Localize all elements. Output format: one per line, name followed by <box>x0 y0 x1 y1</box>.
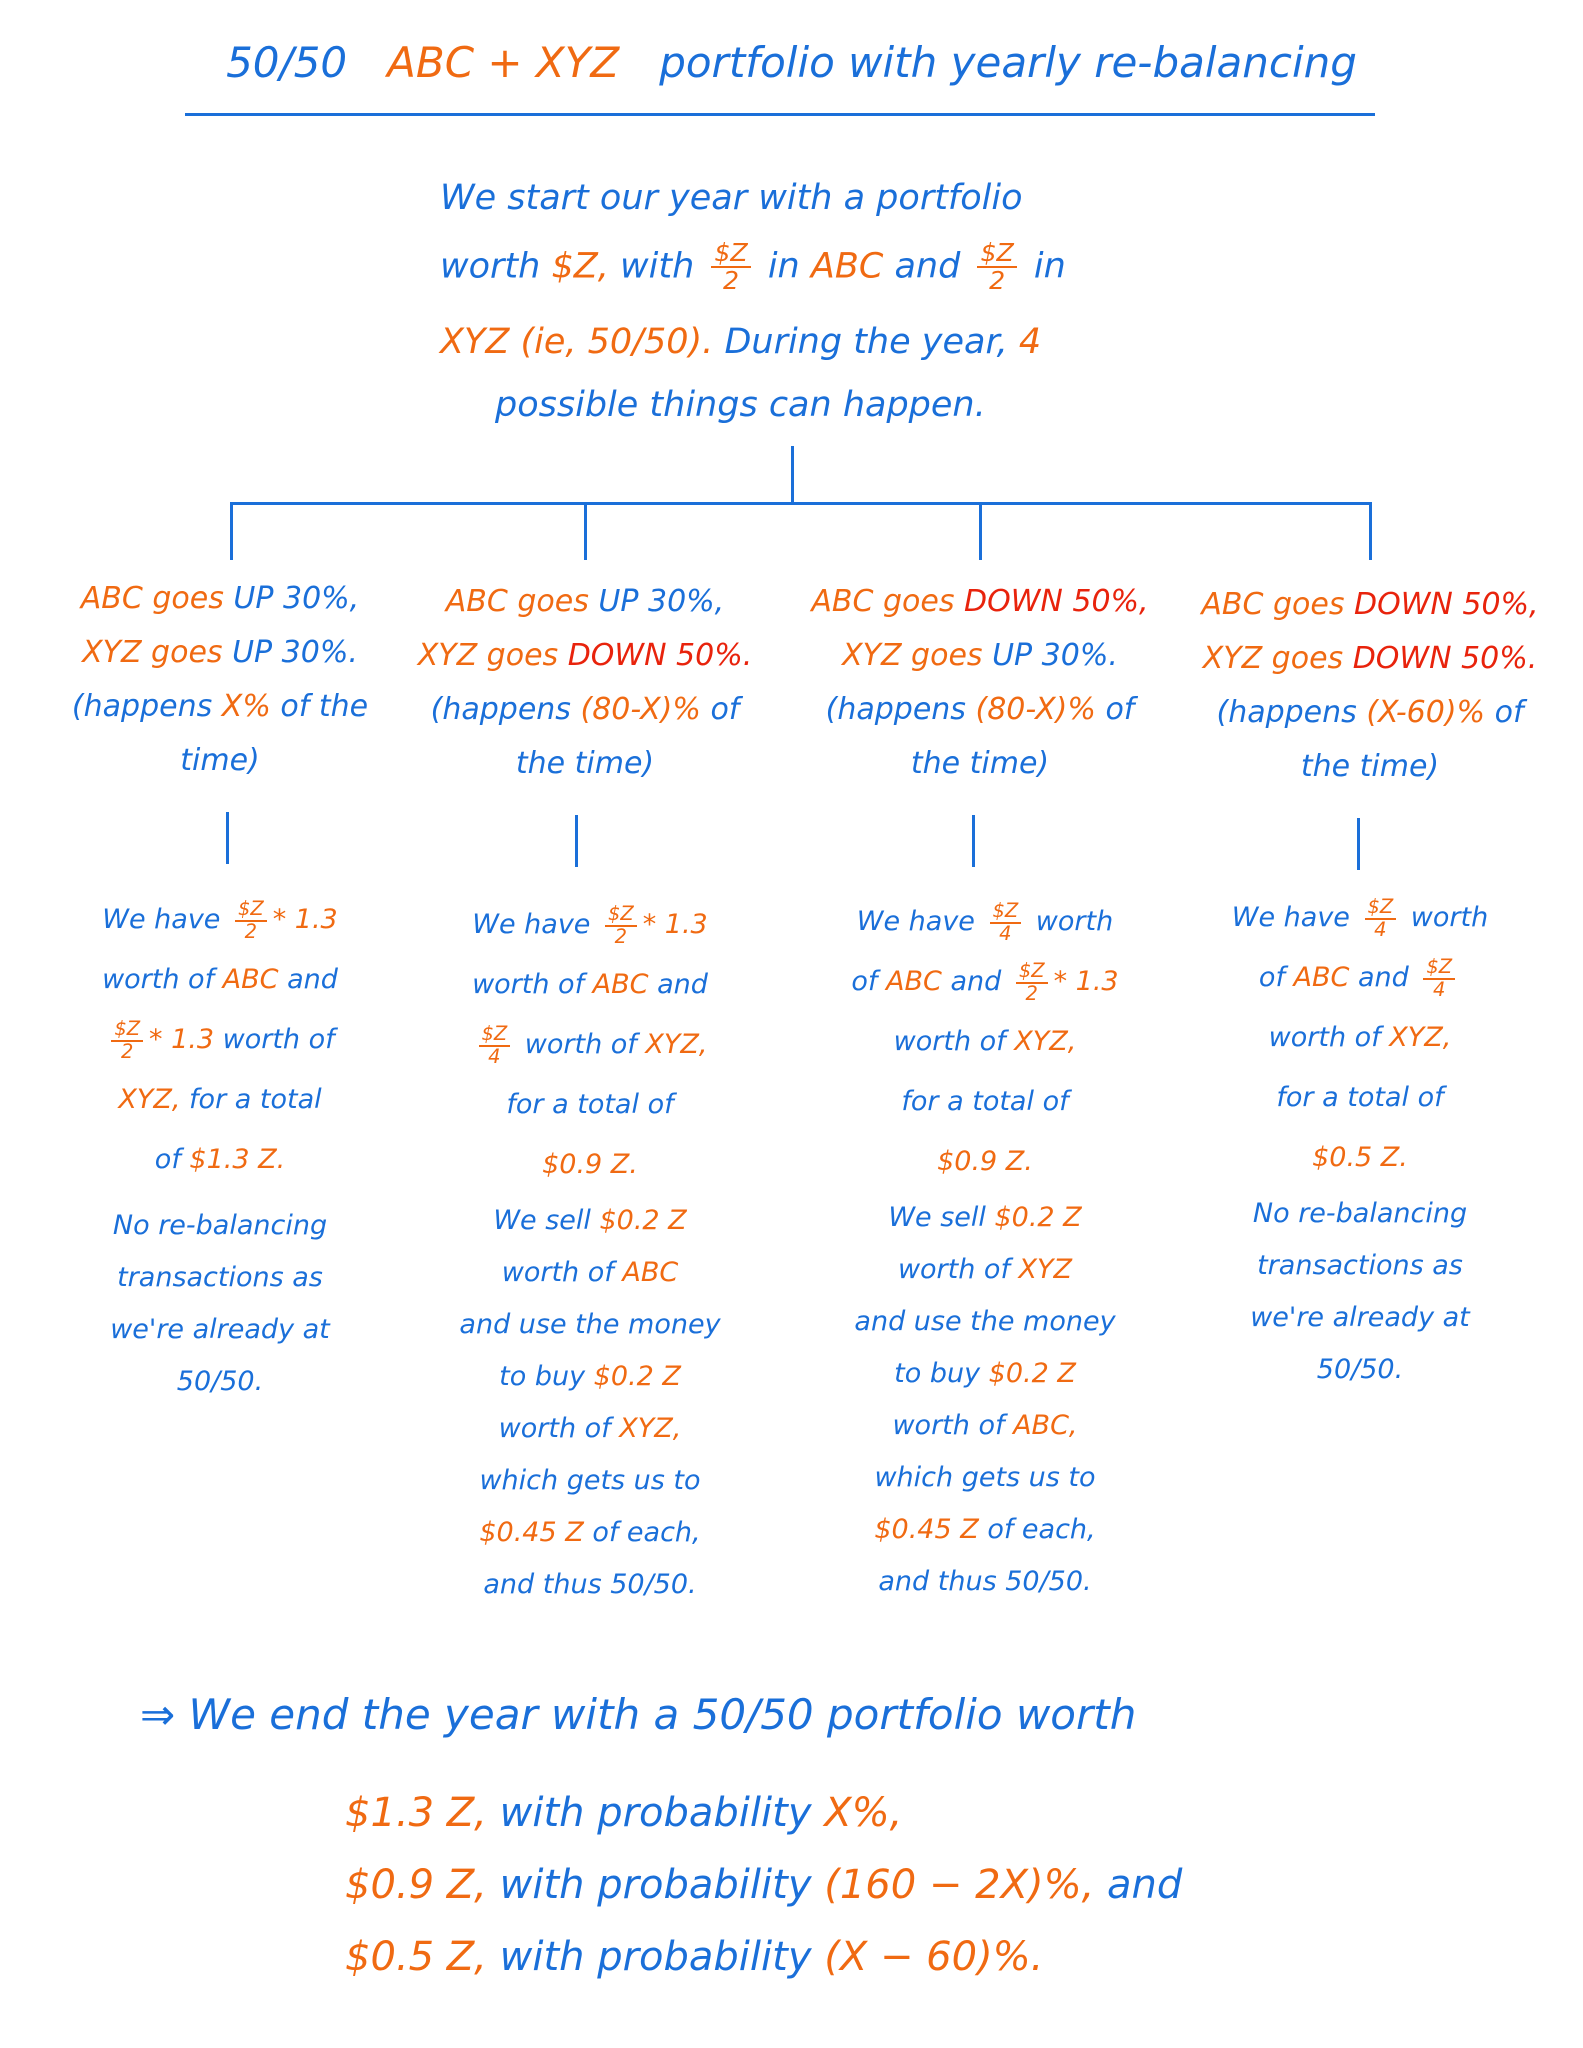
intro-total: $Z, <box>551 246 609 287</box>
intro-with: with <box>620 246 695 287</box>
result-1: We have $\frac{\$Z}{2}$ * 1.3 worth of ABC and $\frac{\$Z}{2}$ * 1.3 worth of XYZ, for a total of $1.3 Z. No re-balancing transactions as we're already at 50/50. <box>102 897 338 1397</box>
outcome-1: $1.3 Z, with probability X%, <box>345 1790 903 1836</box>
diagram-title <box>0 38 1583 87</box>
title-assets: ABC + XYZ <box>387 38 620 87</box>
intro-line-1: We start our year with a portfolio <box>440 178 1023 218</box>
intro-count: 4 <box>1018 322 1042 362</box>
tree-trunk <box>791 446 794 502</box>
intro-xyz: XYZ <box>440 322 510 362</box>
result-2-connector <box>575 815 578 867</box>
intro-half-fraction-2: $\frac{\$Z}{2}$ <box>977 240 1016 295</box>
conclusion-lead: ⇒ We end the year with a 50/50 portfolio worth <box>140 1690 1137 1739</box>
intro-and: and <box>894 246 961 287</box>
result-1-connector <box>226 812 229 864</box>
result-4: We have $\frac{\$Z}{4}$ worth of ABC and $\frac{\$Z}{4}$ worth of XYZ, for a total of $0.5 Z. No re-balancing transactions as we're already at 50/50. <box>1231 895 1489 1385</box>
title-suffix: portfolio with yearly re-balancing <box>659 38 1357 87</box>
result-3: We have $\frac{\$Z}{4}$ worth of ABC and $\frac{\$Z}{2}$ * 1.3 worth of XYZ, for a total of $0.9 Z. We sell $0.2 Z worth of XYZ and use the money to buy $0.2 Z worth of ABC, which gets us to $0.45 Z of each, and thus 50/50. <box>851 899 1119 1597</box>
scenario-2: ABC goes UP 30%, XYZ goes DOWN 50%. (happens (80-X)% of the time) <box>417 584 753 781</box>
outcome-3: $0.5 Z, with probability (X − 60)%. <box>345 1934 1044 1980</box>
intro-line-2 <box>440 240 1066 295</box>
intro-during: During the year, <box>724 322 1008 362</box>
intro-line-4: possible things can happen. <box>495 385 986 425</box>
intro-line-3 <box>440 322 1041 362</box>
scenario-1: ABC goes UP 30%, XYZ goes UP 30%. (happens X% of the time) <box>71 581 369 778</box>
intro-in-1: in <box>767 246 800 287</box>
title-underline <box>185 113 1375 116</box>
intro-abc: ABC <box>810 246 884 287</box>
branch-1-line <box>230 502 233 560</box>
result-4-connector <box>1357 818 1360 870</box>
branch-2-line <box>584 502 587 560</box>
intro-ie: (ie, 50/50). <box>520 322 714 362</box>
outcome-2: $0.9 Z, with probability (160 − 2X)%, and <box>345 1862 1183 1908</box>
intro-in-2: in <box>1033 246 1066 287</box>
branch-4-line <box>1369 502 1372 560</box>
title-prefix: 50/50 <box>226 38 348 87</box>
result-3-connector <box>972 815 975 867</box>
result-2: We have $\frac{\$Z}{2}$ * 1.3 worth of ABC and $\frac{\$Z}{4}$ worth of XYZ, for a total of $0.9 Z. We sell $0.2 Z worth of ABC and use the money to buy $0.2 Z worth of XYZ, which gets us to $0.45 Z of each, and thus 50/50. <box>459 902 721 1600</box>
tree-branch-bar <box>230 502 1372 505</box>
scenario-3: ABC goes DOWN 50%, XYZ goes UP 30%. (happens (80-X)% of the time) <box>811 584 1149 781</box>
scenario-4: ABC goes DOWN 50%, XYZ goes DOWN 50%. (happens (X-60)% of the time) <box>1201 587 1539 784</box>
branch-3-line <box>979 502 982 560</box>
intro-worth: worth <box>440 246 541 287</box>
intro-half-fraction-1: $\frac{\$Z}{2}$ <box>711 240 750 295</box>
